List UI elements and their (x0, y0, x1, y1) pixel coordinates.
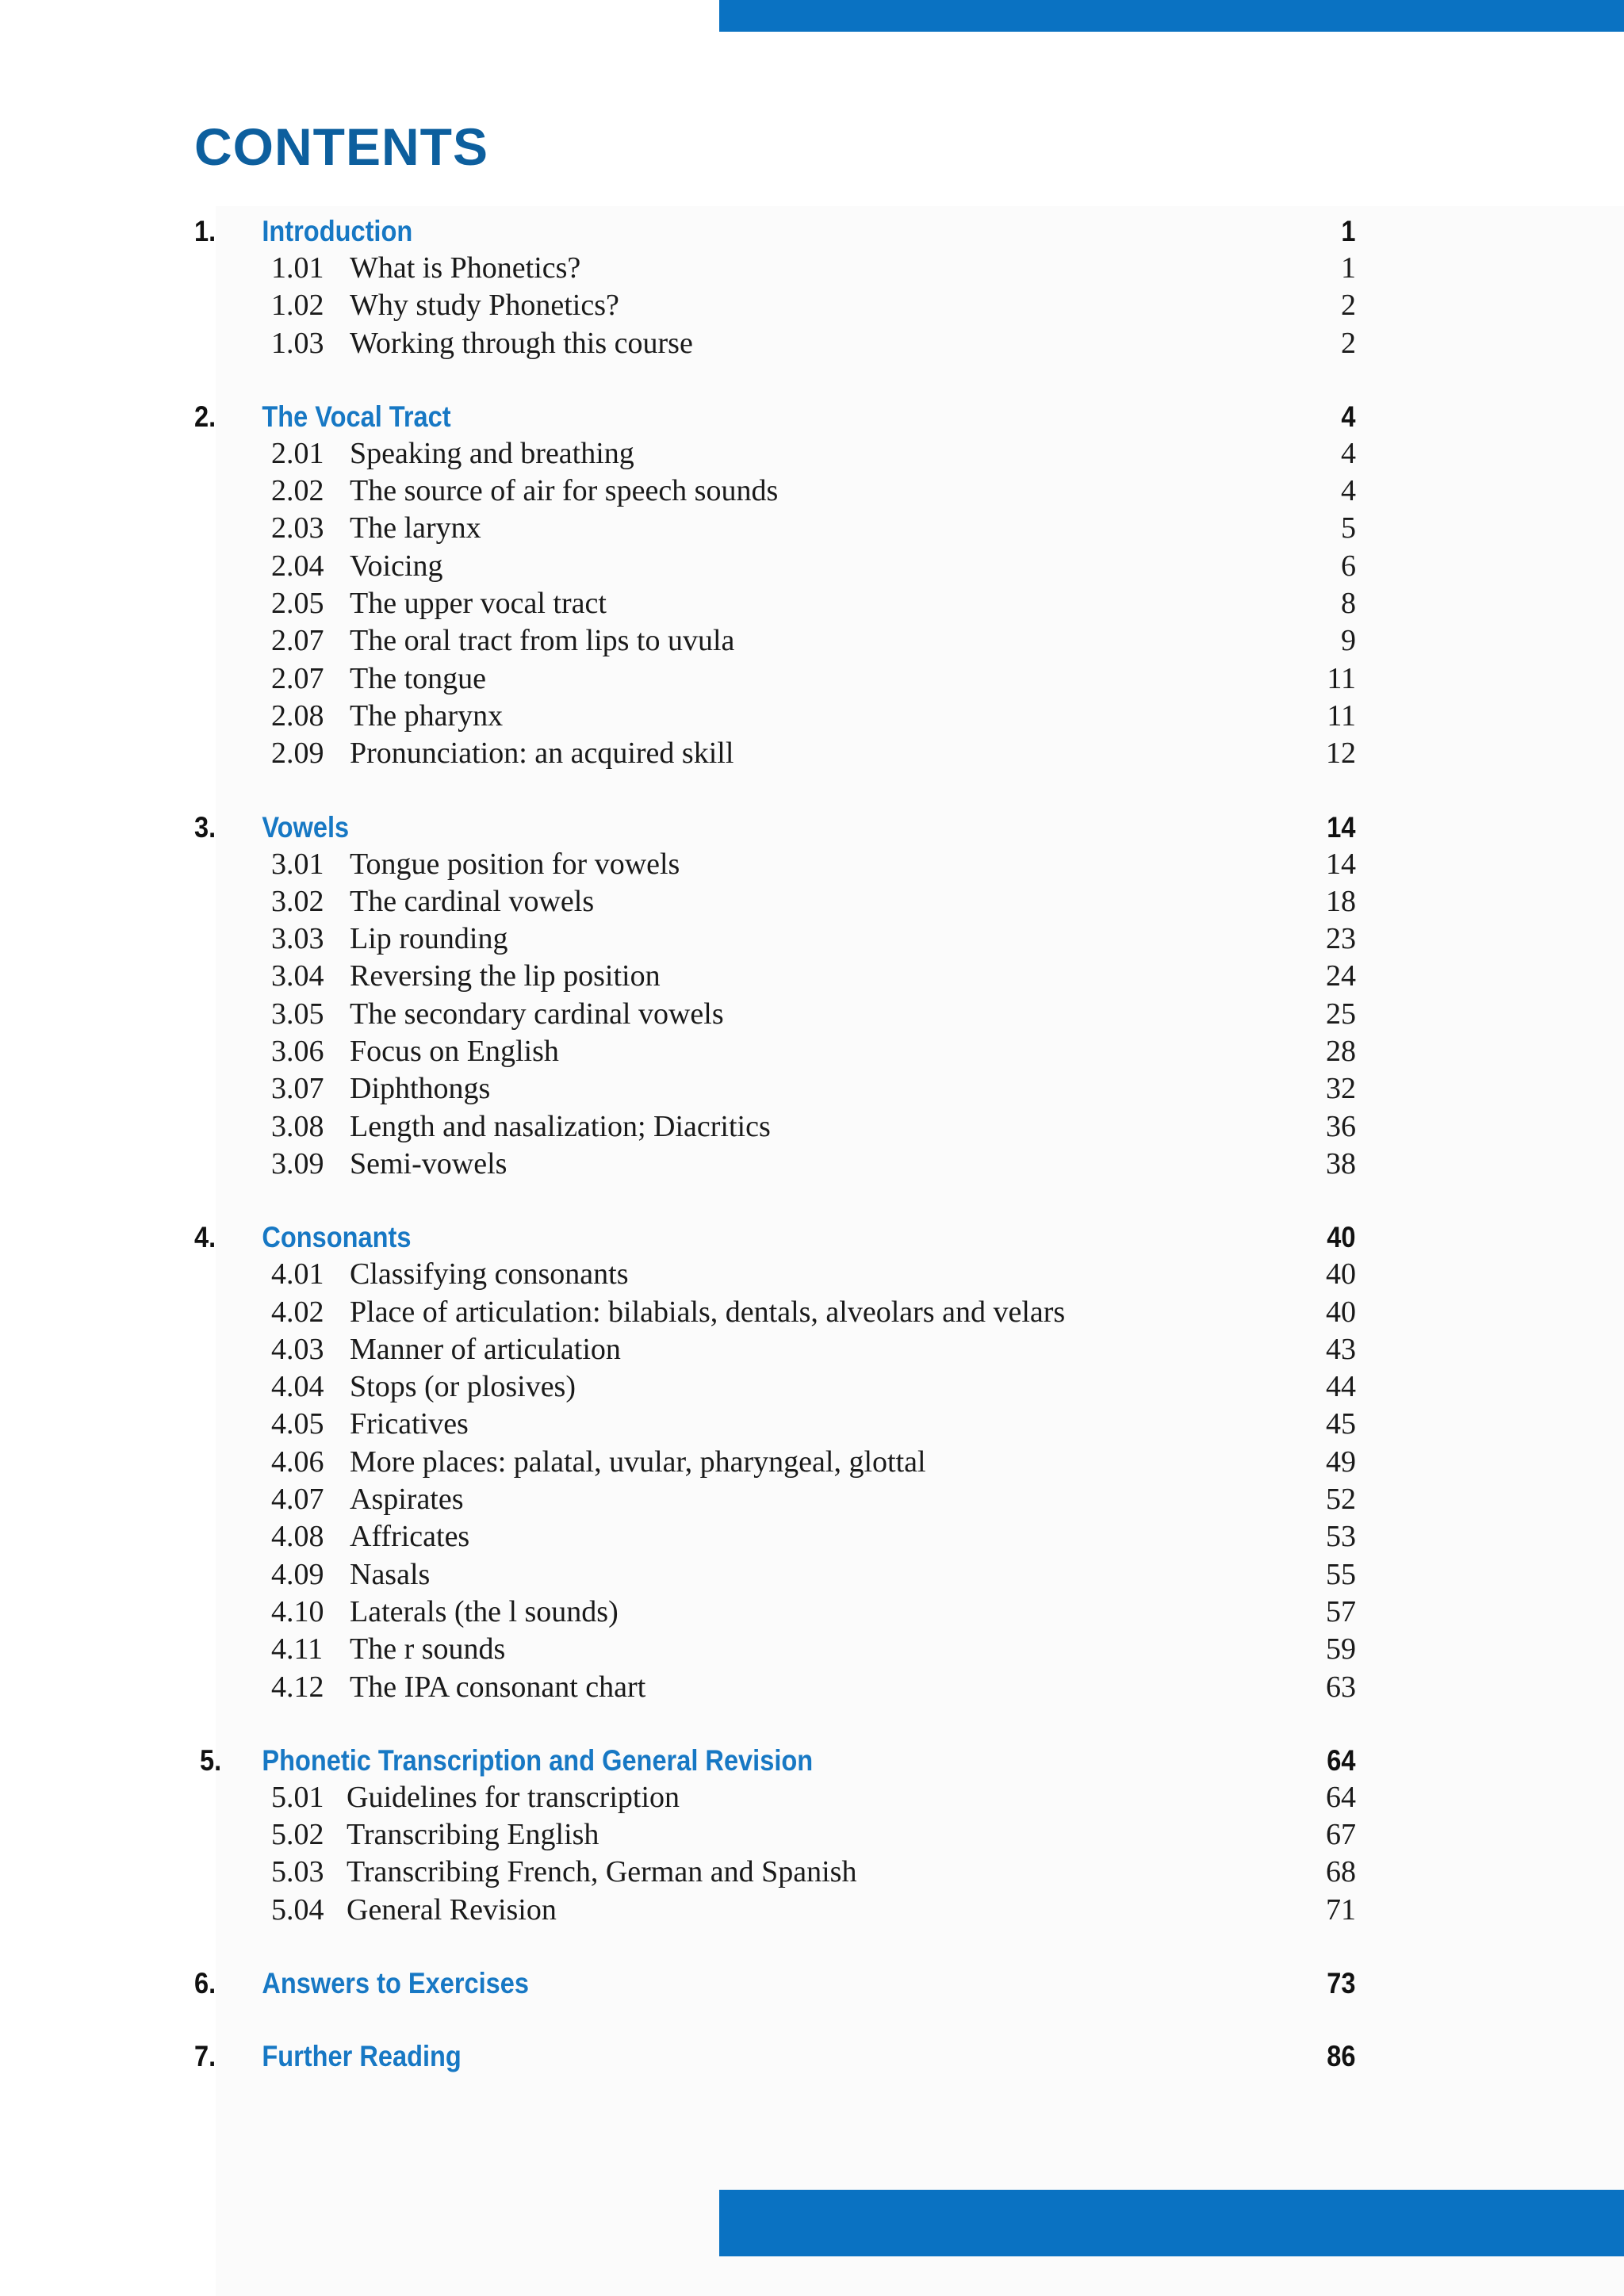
section-page-number: 28 (1326, 1035, 1356, 1069)
section-entry[interactable] (194, 1256, 1356, 1293)
chapter-title: Vowels (262, 810, 350, 844)
section-entry[interactable] (194, 920, 1356, 958)
chapter-title: Phonetic Transcription and General Revision (262, 1743, 814, 1777)
page-title: CONTENTS (194, 117, 488, 176)
section-page-number: 25 (1326, 997, 1356, 1031)
bottom-accent-bar (719, 2190, 1624, 2256)
section-entry[interactable] (194, 287, 1356, 324)
section-entry[interactable] (194, 1444, 1356, 1481)
chapter-number: 1. (194, 215, 216, 247)
section-page-number: 52 (1326, 1483, 1356, 1517)
section-entry[interactable] (194, 1331, 1356, 1368)
section-title: Aspirates (350, 1483, 464, 1517)
section-title: The source of air for speech sounds (350, 474, 779, 508)
section-page-number: 44 (1326, 1370, 1356, 1404)
section-number: 3.08 (271, 1109, 324, 1143)
chapter-page-number: 64 (1327, 1743, 1356, 1777)
section-title: Working through this course (350, 326, 693, 360)
section-entry[interactable] (194, 996, 1356, 1033)
section-entry[interactable] (194, 622, 1356, 660)
section-number: 3.02 (271, 884, 324, 918)
chapter-page-number: 1 (1341, 215, 1356, 247)
section-title: Classifying consonants (350, 1257, 629, 1292)
chapter-entry[interactable] (194, 809, 1356, 846)
chapter-page-number: 40 (1327, 1221, 1356, 1254)
section-title: The pharynx (350, 698, 504, 733)
toc-chapter (194, 212, 1356, 362)
section-title: Place of articulation: bilabials, dentals, alveolars and velars (350, 1295, 1066, 1329)
section-page-number: 59 (1326, 1632, 1356, 1667)
section-entry[interactable] (194, 1779, 1356, 1816)
section-entry[interactable] (194, 435, 1356, 473)
section-title: The cardinal vowels (350, 884, 595, 918)
section-title: The upper vocal tract (350, 587, 607, 621)
section-entry[interactable] (194, 585, 1356, 622)
section-title: What is Phonetics? (350, 251, 581, 285)
section-page-number: 6 (1341, 549, 1356, 583)
section-number: 4.01 (271, 1257, 324, 1292)
chapter-number: 3. (194, 810, 216, 844)
section-page-number: 18 (1326, 884, 1356, 918)
section-number: 2.05 (271, 587, 324, 621)
chapter-page-number: 86 (1327, 2039, 1356, 2072)
section-title: The oral tract from lips to uvula (350, 624, 735, 658)
section-page-number: 1 (1341, 251, 1356, 285)
section-page-number: 12 (1326, 737, 1356, 771)
section-number: 4.10 (271, 1594, 324, 1628)
section-title: Affricates (350, 1520, 470, 1554)
section-entry[interactable] (194, 1669, 1356, 1706)
section-number: 2.03 (271, 511, 324, 545)
section-page-number: 57 (1326, 1594, 1356, 1628)
section-entry[interactable] (194, 1481, 1356, 1518)
section-title: The r sounds (350, 1632, 506, 1667)
chapter-number: 6. (194, 1966, 216, 1999)
section-number: 4.11 (271, 1632, 324, 1667)
section-entry[interactable] (194, 510, 1356, 547)
section-page-number: 43 (1326, 1332, 1356, 1366)
toc-chapter (194, 2038, 1356, 2075)
section-entry[interactable] (194, 958, 1356, 995)
section-entry[interactable] (194, 250, 1356, 287)
section-title: The secondary cardinal vowels (350, 997, 724, 1031)
section-number: 3.07 (271, 1072, 324, 1106)
section-page-number: 71 (1326, 1892, 1356, 1927)
section-number: 3.09 (271, 1146, 324, 1181)
section-title: Tongue position for vowels (350, 847, 680, 881)
section-page-number: 24 (1326, 959, 1356, 993)
section-page-number: 32 (1326, 1072, 1356, 1106)
section-number: 2.04 (271, 549, 324, 583)
section-number: 4.03 (271, 1332, 324, 1366)
section-page-number: 2 (1341, 289, 1356, 323)
section-title: Transcribing French, German and Spanish (347, 1855, 857, 1889)
section-title: Stops (or plosives) (350, 1370, 576, 1404)
section-number: 4.02 (271, 1295, 324, 1329)
toc-chapter (194, 1742, 1356, 1929)
section-number: 2.07 (271, 661, 324, 695)
chapter-title: The Vocal Tract (262, 400, 451, 433)
section-number: 4.05 (271, 1407, 324, 1441)
section-entry[interactable] (194, 1146, 1356, 1183)
chapter-number: 7. (194, 2039, 216, 2072)
section-title: Voicing (350, 549, 443, 583)
section-page-number: 40 (1326, 1257, 1356, 1292)
section-number: 1.02 (271, 289, 324, 323)
section-entry[interactable] (194, 1556, 1356, 1594)
section-entry[interactable] (194, 735, 1356, 772)
section-entry[interactable] (194, 1406, 1356, 1443)
section-page-number: 64 (1326, 1780, 1356, 1814)
section-number: 2.07 (271, 624, 324, 658)
section-page-number: 49 (1326, 1445, 1356, 1479)
chapter-title: Introduction (262, 215, 413, 247)
section-page-number: 8 (1341, 587, 1356, 621)
section-page-number: 5 (1341, 511, 1356, 545)
section-entry[interactable] (194, 846, 1356, 883)
section-number: 1.03 (271, 326, 324, 360)
section-number: 5.04 (271, 1892, 324, 1927)
section-page-number: 11 (1327, 698, 1356, 733)
section-number: 2.09 (271, 737, 324, 771)
chapter-title: Consonants (262, 1221, 412, 1254)
section-page-number: 67 (1326, 1818, 1356, 1852)
section-entry[interactable] (194, 1368, 1356, 1406)
section-number: 2.08 (271, 698, 324, 733)
section-entry[interactable] (194, 1816, 1356, 1854)
chapter-number: 5. (200, 1743, 222, 1777)
section-entry[interactable] (194, 1294, 1356, 1331)
chapter-entry[interactable] (194, 1742, 1356, 1779)
section-title: Transcribing English (347, 1818, 599, 1852)
top-accent-bar (719, 0, 1624, 32)
chapter-title: Answers to Exercises (262, 1966, 530, 1999)
section-title: Why study Phonetics? (350, 289, 619, 323)
section-title: Speaking and breathing (350, 436, 634, 470)
section-title: The tongue (350, 661, 487, 695)
section-entry[interactable] (194, 1854, 1356, 1891)
section-page-number: 4 (1341, 474, 1356, 508)
chapter-page-number: 14 (1327, 810, 1356, 844)
section-page-number: 14 (1326, 847, 1356, 881)
section-title: Lip rounding (350, 922, 508, 956)
section-page-number: 45 (1326, 1407, 1356, 1441)
table-of-contents (194, 212, 1356, 2110)
section-number: 3.05 (271, 997, 324, 1031)
section-title: Reversing the lip position (350, 959, 661, 993)
chapter-entry[interactable] (194, 1965, 1356, 2002)
section-number: 5.02 (271, 1818, 324, 1852)
section-page-number: 38 (1326, 1146, 1356, 1181)
toc-chapter (194, 809, 1356, 1184)
section-number: 3.03 (271, 922, 324, 956)
chapter-entry[interactable] (194, 1219, 1356, 1256)
toc-chapter (194, 1219, 1356, 1706)
section-page-number: 9 (1341, 624, 1356, 658)
section-title: Pronunciation: an acquired skill (350, 737, 734, 771)
section-entry[interactable] (194, 883, 1356, 920)
section-page-number: 4 (1341, 436, 1356, 470)
section-page-number: 40 (1326, 1295, 1356, 1329)
section-entry[interactable] (194, 1033, 1356, 1070)
section-page-number: 2 (1341, 326, 1356, 360)
section-title: Focus on English (350, 1035, 559, 1069)
section-entry[interactable] (194, 548, 1356, 585)
chapter-entry[interactable] (194, 2038, 1356, 2075)
section-title: Laterals (the l sounds) (350, 1594, 619, 1628)
toc-chapter (194, 1965, 1356, 2002)
section-title: The larynx (350, 511, 481, 545)
section-number: 5.01 (271, 1780, 324, 1814)
section-page-number: 68 (1326, 1855, 1356, 1889)
section-number: 4.04 (271, 1370, 324, 1404)
chapter-number: 2. (194, 400, 216, 433)
section-entry[interactable] (194, 1108, 1356, 1146)
section-title: Nasals (350, 1557, 431, 1591)
chapter-entry[interactable] (194, 398, 1356, 435)
section-entry[interactable] (194, 1594, 1356, 1631)
section-number: 3.01 (271, 847, 324, 881)
section-number: 1.01 (271, 251, 324, 285)
section-entry[interactable] (194, 1070, 1356, 1108)
section-entry[interactable] (194, 698, 1356, 735)
section-title: Manner of articulation (350, 1332, 621, 1366)
section-page-number: 55 (1326, 1557, 1356, 1591)
chapter-title: Further Reading (262, 2039, 462, 2072)
section-entry[interactable] (194, 1892, 1356, 1929)
section-page-number: 23 (1326, 922, 1356, 956)
section-page-number: 36 (1326, 1109, 1356, 1143)
chapter-entry[interactable] (194, 212, 1356, 250)
section-title: Diphthongs (350, 1072, 491, 1106)
chapter-page-number: 73 (1327, 1966, 1356, 1999)
section-number: 3.04 (271, 959, 324, 993)
section-entry[interactable] (194, 1631, 1356, 1668)
section-entry[interactable] (194, 473, 1356, 510)
section-number: 5.03 (271, 1855, 324, 1889)
section-number: 4.07 (271, 1483, 324, 1517)
section-number: 4.09 (271, 1557, 324, 1591)
section-page-number: 53 (1326, 1520, 1356, 1554)
section-title: Fricatives (350, 1407, 469, 1441)
section-title: Semi-vowels (350, 1146, 508, 1181)
section-page-number: 11 (1327, 661, 1356, 695)
chapter-page-number: 4 (1341, 400, 1356, 433)
section-title: More places: palatal, uvular, pharyngeal, glottal (350, 1445, 926, 1479)
section-title: General Revision (347, 1892, 557, 1927)
toc-chapter (194, 398, 1356, 773)
section-number: 4.08 (271, 1520, 324, 1554)
chapter-number: 4. (194, 1221, 216, 1254)
section-number: 4.12 (271, 1670, 324, 1704)
section-title: The IPA consonant chart (350, 1670, 646, 1704)
section-number: 4.06 (271, 1445, 324, 1479)
section-title: Length and nasalization; Diacritics (350, 1109, 771, 1143)
section-entry[interactable] (194, 325, 1356, 362)
section-number: 3.06 (271, 1035, 324, 1069)
section-page-number: 63 (1326, 1670, 1356, 1704)
section-title: Guidelines for transcription (347, 1780, 680, 1814)
section-number: 2.02 (271, 474, 324, 508)
section-number: 2.01 (271, 436, 324, 470)
section-entry[interactable] (194, 1518, 1356, 1556)
section-entry[interactable] (194, 660, 1356, 698)
